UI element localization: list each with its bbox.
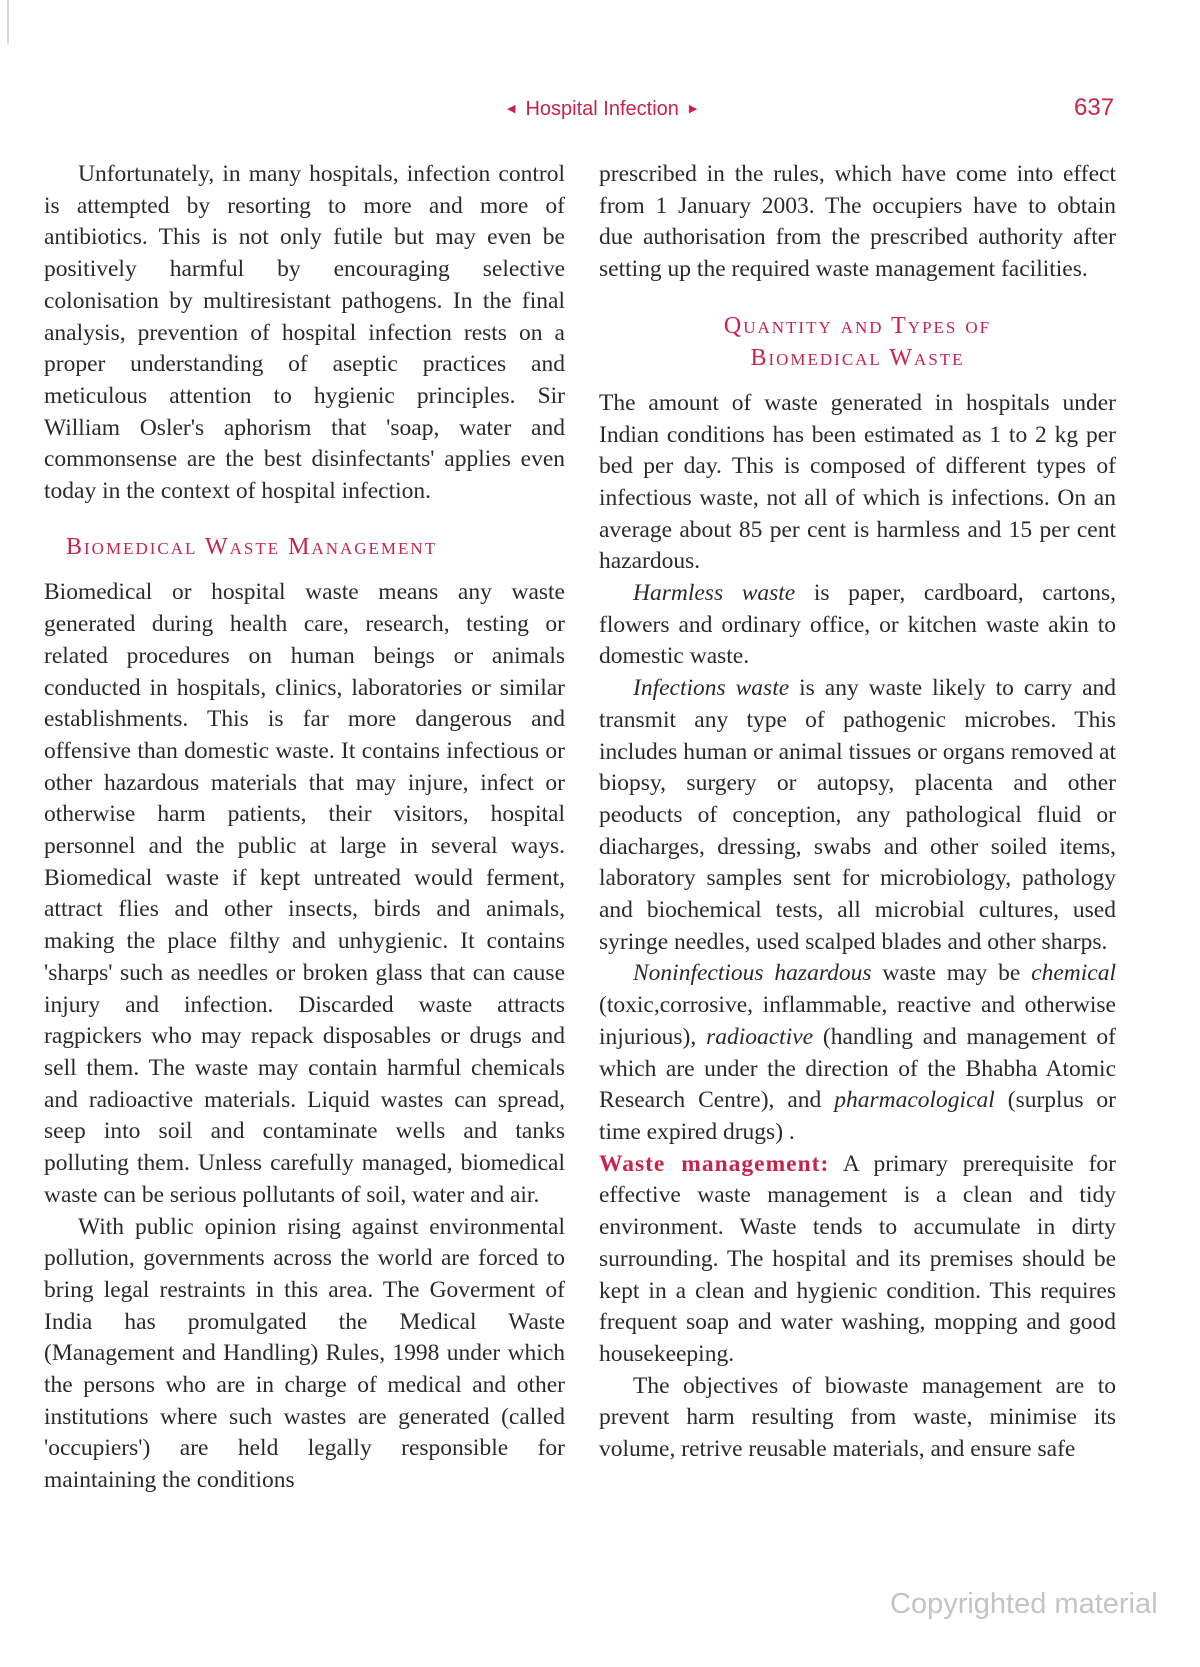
right-column — [599, 159, 1116, 1466]
running-head-title: Hospital Infection — [525, 98, 679, 120]
paragraph — [599, 1149, 1116, 1371]
section-heading-line: Quantity and Types of — [723, 312, 992, 339]
italic-term: radioactive — [706, 1023, 814, 1050]
triangle-left-icon: ◀ — [507, 103, 516, 115]
left-column — [44, 159, 565, 1497]
scan-edge-mark — [7, 0, 9, 44]
section-heading: Biomedical Waste Management — [66, 533, 438, 560]
paragraph: Unfortunately, in many hospitals, infection control is attempted by resorting to more and more of antibiotics. This is not only futile but may even be positively harmful by encouraging selective colonisation by multiresistant pathogens. In the final analysis, prevention of hospital infection rests on a proper understanding of aseptic practices and meticulous attention to hygienic principles. Sir William Osler's aphorism that 'soap, water and commonsense are the best disinfectants' applies even today in the context of hospital infection. — [44, 161, 565, 505]
run-in-heading: Waste management: — [599, 1150, 830, 1177]
paragraph: The amount of waste generated in hospitals under Indian conditions has been estimated as 1 to 2 kg per bed per day. This is composed of different types of infectious waste, not all of which is infections. On an average about 85 per cent is harmless and 15 per cent hazardous. — [599, 389, 1116, 575]
paragraph: prescribed in the rules, which have come into effect from 1 January 2003. The occupiers have to obtain due authorisation from the prescribed authority after setting up the required waste management facilities. — [599, 161, 1116, 283]
paragraph-text: is paper, cardboard, cartons, flowers and ordinary office, or kitchen waste akin to domestic waste. — [599, 580, 1116, 670]
copyright-watermark: Copyrighted material — [890, 1588, 1158, 1620]
paragraph: With public opinion rising against environmental pollution, governments across the world are forced to bring legal restraints in this area. The Goverment of India has promulgated the Medical Waste (Management and Handling) Rules, 1998 under which the persons who are in charge of medical and other institutions where such wastes are generated (called 'occupiers') are held legally responsible for maintaining the conditions — [44, 1213, 565, 1494]
italic-term: Noninfectious hazardous — [633, 960, 872, 987]
section-heading-line: Biomedical Waste — [750, 344, 965, 371]
paragraph — [599, 958, 1116, 1148]
page-number: 637 — [1074, 94, 1115, 121]
paragraph — [599, 673, 1116, 958]
italic-term: chemical — [1031, 960, 1116, 987]
italic-term: Infections waste — [633, 675, 790, 702]
paragraph-text: (toxic,corrosive, inflammable, reactive and otherwise injurious), — [599, 992, 1116, 1050]
running-head — [497, 98, 707, 121]
paragraph — [599, 578, 1116, 673]
italic-term: Harmless waste — [633, 580, 796, 607]
paragraph-text: is any waste likely to carry and transmit any type of pathogenic microbes. This includes human or animal tissues or organs removed at biopsy, surgery or autopsy, placenta and other peoducts of conception, any pathological fluid or diacharges, dressing, swabs and other soiled items, laboratory samples sent for microbiology, pathology and biochemical tests, all microbial cultures, used syringe needles, used scalped blades and other sharps. — [599, 675, 1116, 955]
paragraph: Biomedical or hospital waste means any waste generated during health care, research, testing or related procedures on human beings or animals conducted in hospitals, clinics, laboratories or similar establishments. This is far more dangerous and offensive than domestic waste. It contains infectious or other hazardous materials that may injure, infect or otherwise harm patients, their visitors, hospital personnel and the public at large in several ways. Biomedical waste if kept untreated would ferment, attract flies and other insects, birds and animals, making the place filthy and unhygienic. It contains 'sharps' such as needles or broken glass that can cause injury and infection. Discarded waste attracts ragpickers who may repack disposables or drugs and sell them. The waste may contain harmful chemicals and radioactive materials. Liquid wastes can spread, seep into soil and contaminate wells and tanks polluting them. Unless carefully managed, biomedical waste can be serious pollutants of soil, water and air. — [44, 579, 565, 1208]
page-header — [0, 94, 1200, 130]
italic-term: pharmacological — [834, 1087, 995, 1114]
triangle-right-icon: ▶ — [688, 103, 698, 115]
paragraph-text: (surplus or time expired drugs) . — [599, 1087, 1117, 1145]
paragraph-text: A primary prerequisite for effective waste management is a clean and tidy environment. Waste tends to accumulate in dirty surrounding. The hospital and its premises should be kept in a clean and hygienic condition. This requires frequent soap and water washing, mopping and good housekeeping. — [599, 1150, 1116, 1367]
paragraph-text: waste may be — [871, 960, 1032, 987]
paragraph-text: (handling and management of which are under the direction of the Bhabha Atomic Research Centre), and — [599, 1023, 1116, 1114]
paragraph: The objectives of biowaste management are to prevent harm resulting from waste, minimise its volume, retrive reusable materials, and ensure safe — [599, 1372, 1116, 1463]
section-heading — [599, 310, 1116, 374]
